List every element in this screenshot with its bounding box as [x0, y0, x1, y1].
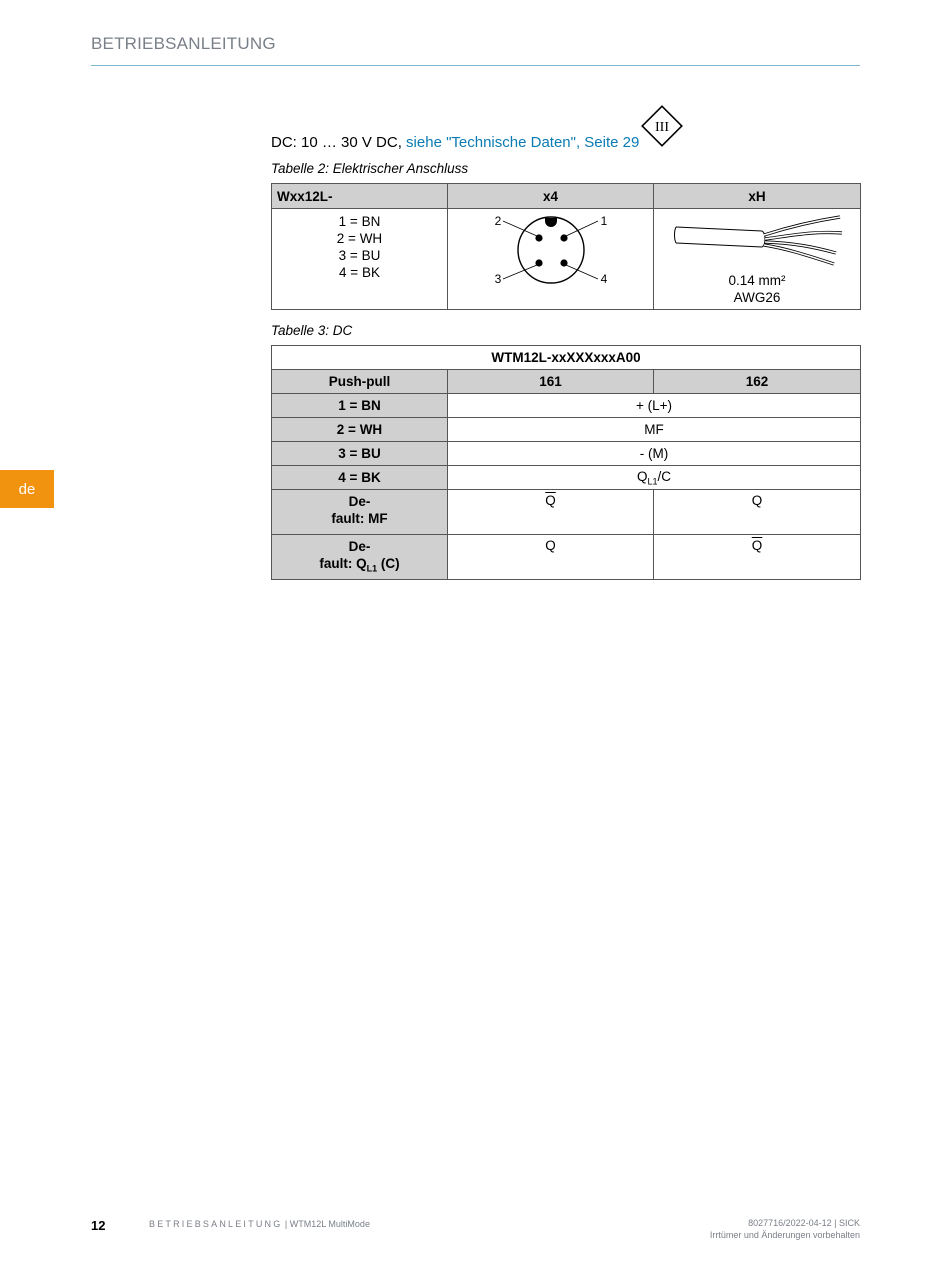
connector-label-4: 4 [600, 272, 608, 286]
dc-table-title: WTM12L-xxXXXxxxA00 [272, 346, 861, 370]
default-q-161 [448, 535, 654, 580]
pin-assignment-cell [272, 209, 448, 310]
electrical-connection-table [271, 183, 861, 310]
cable-cell [654, 209, 861, 310]
t2-header-xh: xH [654, 184, 861, 209]
row-label-wh: 2 = WH [272, 418, 448, 442]
default-mf-label [272, 490, 448, 535]
table2-caption: Tabelle 2: Elektrischer Anschluss [271, 161, 469, 176]
connector-label-1: 1 [600, 214, 608, 228]
header-push-pull: Push-pull [272, 370, 448, 394]
pin-1: 1 = BN [338, 214, 381, 229]
default-mf-161 [448, 490, 654, 535]
default-q-line1: De- [348, 539, 371, 554]
row-value-bu: - (M) [448, 442, 861, 466]
default-mf-162 [654, 490, 861, 535]
footer-doc-title [149, 1219, 370, 1229]
bk-rest: /C [657, 468, 672, 484]
q-inverted: $\overline{Q}$ [545, 493, 556, 508]
default-q-sub: L1 [366, 563, 378, 574]
connector-label-3: 3 [494, 272, 502, 286]
pin-4: 4 = BK [339, 265, 380, 280]
protection-class-label: III [655, 120, 669, 135]
default-mf-line1: De- [348, 494, 371, 509]
q-inverted: $\overline{Q}$ [751, 538, 763, 553]
pin-3: 3 = BU [338, 248, 381, 263]
q-normal: Q [751, 493, 763, 508]
header-162: 162 [654, 370, 861, 394]
protection-class-iii-icon [641, 105, 683, 147]
connector-label-2: 2 [494, 214, 502, 228]
footer-doc-type: BETRIEBSANLEITUNG [149, 1219, 283, 1229]
supply-voltage-text: DC: 10 … 30 V DC, [271, 134, 407, 151]
technical-data-link[interactable]: siehe "Technische Daten", Seite 29 [406, 134, 640, 151]
default-q-line2 [272, 555, 447, 578]
header-divider [91, 65, 860, 66]
row-value-bk [448, 466, 861, 490]
row-value-wh: MF [448, 418, 861, 442]
header-title: BETRIEBSANLEITUNG [91, 34, 276, 53]
supply-voltage-line [271, 134, 639, 151]
pin-2: 2 = WH [336, 231, 383, 246]
default-q-162 [654, 535, 861, 580]
t2-header-x4: x4 [448, 184, 654, 209]
default-q-line2-b: (C) [377, 556, 400, 571]
bk-sub: L1 [647, 476, 658, 487]
table3-caption: Tabelle 3: DC [271, 323, 353, 338]
footer-disclaimer: Irrtümer und Änderungen vorbehalten [709, 1230, 860, 1240]
m12-connector-pinout-icon [448, 209, 654, 306]
language-tab[interactable]: de [0, 470, 54, 508]
t2-header-wxx12l: Wxx12L- [272, 184, 448, 209]
dc-table [271, 345, 861, 580]
cable-cross-section: 0.14 mm² [728, 273, 786, 288]
cable-wires-icon [654, 209, 861, 271]
row-label-bn: 1 = BN [272, 394, 448, 418]
page-number: 12 [91, 1218, 106, 1233]
q-normal: Q [545, 538, 556, 553]
default-q-line2-a: fault: Q [319, 556, 367, 571]
footer-product: | WTM12L MultiMode [282, 1219, 370, 1229]
connector-cell [448, 209, 654, 310]
row-value-bn: + (L+) [448, 394, 861, 418]
cable-awg: AWG26 [733, 290, 781, 305]
row-label-bu: 3 = BU [272, 442, 448, 466]
default-mf-line2: fault: MF [331, 511, 388, 526]
default-q-label [272, 535, 448, 580]
header-161: 161 [448, 370, 654, 394]
row-label-bk: 4 = BK [272, 466, 448, 490]
footer-doc-id: 8027716/2022-04-12 | SICK [748, 1218, 860, 1228]
bk-q: Q [637, 468, 648, 484]
